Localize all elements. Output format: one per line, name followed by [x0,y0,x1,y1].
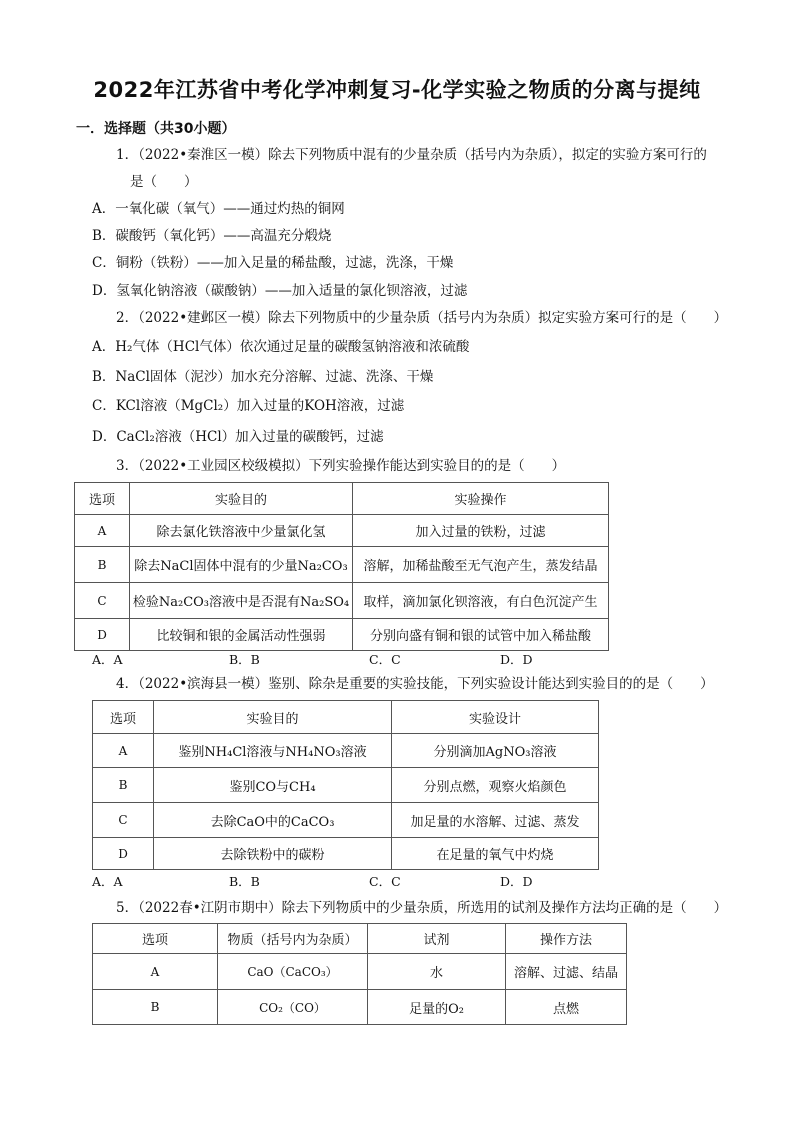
q1-stem-line1: 1．（2022•秦淮区一模）除去下列物质中混有的少量杂质（括号内为杂质），拟定的实验方案可行的 [116,147,707,163]
table-cell: A [93,954,218,990]
table-cell: B [93,768,154,803]
header-cell: 选项 [75,483,130,515]
table-cell: 分别点燃，观察火焰颜色 [392,768,599,803]
table-cell: C [75,583,130,619]
table-cell: 加足量的水溶解、过滤、蒸发 [392,803,599,838]
table-cell: 点燃 [506,990,627,1025]
q3-stem: 3．（2022•工业园区校级模拟）下列实验操作能达到实验目的的是（ ） [116,458,566,474]
q3-answer-c: C．C [369,652,401,667]
q2-option-b: B．NaCl固体（泥沙）加水充分溶解、过滤、洗涤、干燥 [92,369,434,385]
q3-answer-d: D．D [500,652,533,667]
q1-option-d: D．氢氧化钠溶液（碳酸钠）——加入适量的氯化钡溶液，过滤 [92,283,468,299]
table-cell: 取样，滴加氯化钡溶液，有白色沉淀产生 [353,583,609,619]
table-header-row [93,924,627,954]
table-cell: 溶解、过滤、结晶 [506,954,627,990]
q3-answer-a: A．A [92,652,123,667]
table-cell: 比较铜和银的金属活动性强弱 [130,619,353,651]
table-row [75,547,609,583]
table-cell: 足量的O₂ [368,990,506,1025]
q1-option-a: A．一氧化碳（氧气）——通过灼热的铜网 [92,201,345,217]
q5-stem: 5．（2022春•江阴市期中）除去下列物质中的少量杂质，所选用的试剂及操作方法均正确的是（ ） [116,900,728,916]
q1-option-c: C．铜粉（铁粉）——加入足量的稀盐酸，过滤，洗涤，干燥 [92,255,454,271]
table-cell: 去除铁粉中的碳粉 [154,838,392,870]
q1-stem-line2: 是（ ） [130,174,198,190]
table-row [93,803,599,838]
table-row [93,768,599,803]
header-cell: 选项 [93,701,154,734]
q2-option-a: A．H₂气体（HCl气体）依次通过足量的碳酸氢钠溶液和浓硫酸 [92,339,470,355]
q4-stem: 4．（2022•滨海县一模）鉴别、除杂是重要的实验技能，下列实验设计能达到实验目的的是（ ） [116,676,714,692]
table-cell: D [93,838,154,870]
header-cell: 选项 [93,924,218,954]
page-title: 2022年江苏省中考化学冲刺复习-化学实验之物质的分离与提纯 [93,78,701,102]
header-cell: 物质（括号内为杂质） [218,924,368,954]
table-cell: 分别向盛有铜和银的试管中加入稀盐酸 [353,619,609,651]
q4-table [92,700,599,870]
table-cell: A [75,515,130,547]
q4-answer-d: D．D [500,874,533,889]
q2-option-c: C．KCl溶液（MgCl₂）加入过量的KOH溶液，过滤 [92,398,405,414]
table-cell: 去除CaO中的CaCO₃ [154,803,392,838]
q1-option-b: B．碳酸钙（氧化钙）——高温充分煅烧 [92,228,332,244]
q2-option-d: D．CaCl₂溶液（HCl）加入过量的碳酸钙，过滤 [92,429,384,445]
table-row [75,515,609,547]
q4-answer-a: A．A [92,874,123,889]
table-cell: 在足量的氧气中灼烧 [392,838,599,870]
table-row [75,583,609,619]
table-header-row [75,483,609,515]
table-cell: 检验Na₂CO₃溶液中是否混有Na₂SO₄ [130,583,353,619]
header-cell: 实验目的 [130,483,353,515]
table-cell: CO₂（CO） [218,990,368,1025]
table-cell: C [93,803,154,838]
table-row [75,619,609,651]
table-cell: 分别滴加AgNO₃溶液 [392,734,599,768]
table-cell: B [93,990,218,1025]
table-cell: B [75,547,130,583]
q4-answer-b: B．B [229,874,260,889]
table-cell: 水 [368,954,506,990]
header-cell: 实验设计 [392,701,599,734]
table-cell: CaO（CaCO₃） [218,954,368,990]
q2-stem: 2．（2022•建邺区一模）除去下列物质中的少量杂质（括号内为杂质）拟定实验方案可行的是（ ） [116,310,728,326]
table-cell: 溶解，加稀盐酸至无气泡产生，蒸发结晶 [353,547,609,583]
table-cell: 加入过量的铁粉，过滤 [353,515,609,547]
table-row [93,954,627,990]
table-header-row [93,701,599,734]
section-heading: 一．选择题（共30小题） [76,121,236,137]
table-cell: 除去NaCl固体中混有的少量Na₂CO₃ [130,547,353,583]
q4-answer-c: C．C [369,874,401,889]
table-row [93,990,627,1025]
table-row [93,734,599,768]
table-cell: 鉴别NH₄Cl溶液与NH₄NO₃溶液 [154,734,392,768]
table-cell: A [93,734,154,768]
q3-answer-b: B．B [229,652,260,667]
header-cell: 操作方法 [506,924,627,954]
header-cell: 实验目的 [154,701,392,734]
header-cell: 试剂 [368,924,506,954]
q3-table [74,482,609,651]
table-cell: 除去氯化铁溶液中少量氯化氢 [130,515,353,547]
table-cell: 鉴别CO与CH₄ [154,768,392,803]
q5-table [92,923,627,1025]
table-row [93,838,599,870]
table-cell: D [75,619,130,651]
header-cell: 实验操作 [353,483,609,515]
